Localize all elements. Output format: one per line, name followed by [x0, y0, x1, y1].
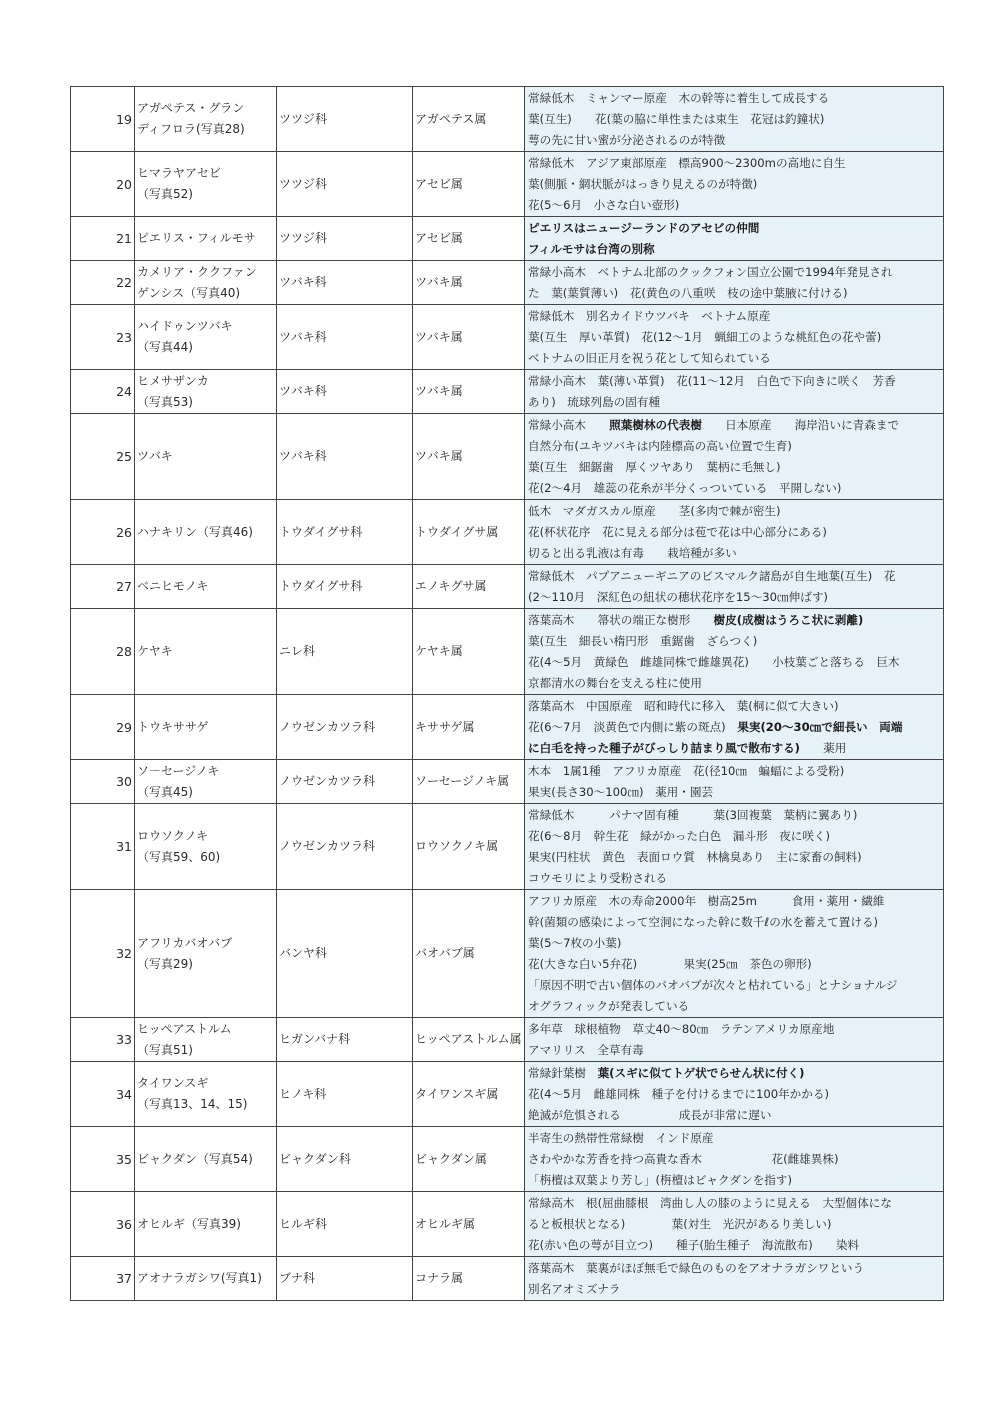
- plant-description: [525, 609, 944, 695]
- description-line: [528, 327, 941, 348]
- description-text: 落葉高木 中国原産 昭和時代に移入 葉(桐に似て大きい): [528, 698, 839, 713]
- plant-name-line: （写真52): [137, 187, 193, 201]
- plant-name-line: ケヤキ: [137, 644, 173, 658]
- description-text: ると板根状となる) 葉(対生 光沢があるり美しい): [528, 1216, 832, 1231]
- description-line: [528, 195, 941, 216]
- plant-name: [135, 152, 277, 217]
- description-text: 「栴檀は双葉より芳し」(栴檀はビャクダンを指す): [528, 1172, 792, 1187]
- plant-name: [135, 1257, 277, 1301]
- plant-name: [135, 370, 277, 414]
- description-line: [528, 761, 941, 782]
- plant-description: [525, 217, 944, 261]
- plant-description: [525, 414, 944, 500]
- description-line: [528, 1063, 941, 1084]
- plant-name-line: （写真51): [137, 1042, 193, 1057]
- plant-name-line: アフリカバオバブ: [137, 935, 233, 950]
- plant-name: [135, 695, 277, 760]
- row-number: 34: [71, 1062, 135, 1127]
- plant-name-line: ビャクダン（写真54): [137, 1151, 253, 1166]
- description-line: [528, 478, 941, 499]
- description-text: 低木 マダガスカル原産 茎(多肉で棘が密生): [528, 503, 781, 518]
- description-emphasis: 樹皮(成樹はうろこ状に剥離): [713, 612, 864, 627]
- description-text: 花(赤い色の萼が目立つ) 種子(胎生種子 海流散布) 染料: [528, 1237, 860, 1252]
- description-text: 花(4～5月 雌雄同株 種子を付けるまでに100年かかる): [528, 1086, 829, 1101]
- description-line: [528, 1214, 941, 1235]
- plant-family: トウダイグサ科: [277, 565, 413, 609]
- plant-description: [525, 1062, 944, 1127]
- plant-name: [135, 565, 277, 609]
- plant-name-line: オヒルギ（写真39): [137, 1216, 241, 1231]
- description-line: [528, 1279, 941, 1300]
- row-number: 36: [71, 1192, 135, 1257]
- plant-name-line: トウキササゲ: [137, 719, 209, 734]
- description-emphasis: フィルモサは台湾の別称: [528, 241, 655, 256]
- description-line: [528, 88, 941, 109]
- plant-name-line: ロウソクノキ: [137, 828, 209, 843]
- plant-family: ノウゼンカツラ科: [277, 695, 413, 760]
- description-text: 多年草 球根植物 草丈40～80㎝ ラテンアメリカ原産地: [528, 1021, 835, 1036]
- plant-genus: ツバキ属: [413, 370, 525, 414]
- row-number: 31: [71, 804, 135, 890]
- table-row: [71, 804, 944, 890]
- table-row: [71, 217, 944, 261]
- description-text: 切ると出る乳液は有毒 栽培種が多い: [528, 545, 737, 560]
- description-line: [528, 652, 941, 673]
- table-row: [71, 261, 944, 305]
- plant-name-line: （写真53): [137, 394, 193, 409]
- description-text: 常緑低木 パナマ固有種 葉(3回複葉 葉柄に翼あり): [528, 807, 858, 822]
- description-line: [528, 868, 941, 889]
- description-text: 葉(互生) 花(葉の脇に単性または束生 花冠は釣鐘状): [528, 111, 825, 126]
- description-text: 常緑小高木 ベトナム北部のクックフォン国立公園で1994年発見され: [528, 264, 893, 279]
- plant-description: [525, 370, 944, 414]
- description-text: アマリリス 全草有毒: [528, 1042, 644, 1057]
- plant-family: ツバキ科: [277, 305, 413, 370]
- table-row: [71, 1127, 944, 1192]
- description-line: [528, 738, 941, 759]
- description-text: 木本 1属1種 アフリカ原産 花(径10㎝ 蝙蝠による受粉): [528, 763, 845, 778]
- description-line: [528, 153, 941, 174]
- plant-name-line: アガペテス・グラン: [137, 101, 245, 115]
- plant-name: [135, 217, 277, 261]
- description-text: 花(杯状花序 花に見える部分は苞で花は中心部分にある): [528, 524, 827, 539]
- description-line: [528, 174, 941, 195]
- description-text: 日本原産 海岸沿いに青森まで: [701, 417, 900, 432]
- plant-family: ヒガンバナ科: [277, 1018, 413, 1062]
- description-text: さわやかな芳香を持つ高貴な香木 花(雌雄異株): [528, 1151, 839, 1166]
- table-row: [71, 609, 944, 695]
- plant-family: ニレ科: [277, 609, 413, 695]
- plant-genus: ロウソクノキ属: [413, 804, 525, 890]
- description-line: [528, 847, 941, 868]
- description-text: 葉(側脈・網状脈がはっきり見えるのが特徴): [528, 176, 758, 191]
- plant-description: [525, 760, 944, 804]
- description-line: [528, 996, 941, 1017]
- row-number: 30: [71, 760, 135, 804]
- plant-description: [525, 565, 944, 609]
- description-text: 絶滅が危惧される 成長が非常に遅い: [528, 1107, 772, 1122]
- description-line: [528, 348, 941, 369]
- plant-name-line: ツバキ: [137, 449, 173, 463]
- description-line: [528, 782, 941, 803]
- plant-table: [70, 86, 944, 1301]
- plant-description: [525, 1018, 944, 1062]
- table-row: [71, 565, 944, 609]
- description-line: [528, 587, 941, 608]
- description-line: [528, 1040, 941, 1061]
- description-line: [528, 415, 941, 436]
- table-row: [71, 152, 944, 217]
- description-text: 花(2～4月 雄蕊の花糸が半分くっついている 平開しない): [528, 480, 842, 495]
- row-number: 32: [71, 890, 135, 1018]
- table-row: [71, 87, 944, 152]
- plant-description: [525, 890, 944, 1018]
- plant-genus: ツバキ属: [413, 305, 525, 370]
- description-text: ベトナムの旧正月を祝う花として知られている: [528, 350, 771, 365]
- plant-name: [135, 87, 277, 152]
- plant-genus: バオバブ属: [413, 890, 525, 1018]
- row-number: 29: [71, 695, 135, 760]
- description-line: [528, 392, 941, 413]
- description-text: アフリカ原産 木の寿命2000年 樹高25m 食用・薬用・繊維: [528, 893, 885, 908]
- plant-name-line: カメリア・ククファン: [137, 264, 257, 279]
- description-text: 葉(互生 厚い革質) 花(12～1月 蝋細工のような桃紅色の花や蕾): [528, 329, 882, 344]
- plant-genus: アセビ属: [413, 217, 525, 261]
- description-line: [528, 805, 941, 826]
- description-emphasis: 葉(スギに似てトゲ状でらせん状に付く): [597, 1065, 805, 1080]
- plant-description: [525, 1257, 944, 1301]
- description-line: [528, 1193, 941, 1214]
- plant-genus: ツバキ属: [413, 261, 525, 305]
- description-text: 常緑高木 根(屈曲膝根 湾曲し人の膝のように見える 大型個体にな: [528, 1195, 892, 1210]
- table-row: [71, 1257, 944, 1301]
- plant-family: ツツジ科: [277, 152, 413, 217]
- row-number: 35: [71, 1127, 135, 1192]
- plant-genus: コナラ属: [413, 1257, 525, 1301]
- description-line: [528, 1105, 941, 1126]
- plant-name: [135, 760, 277, 804]
- description-line: [528, 371, 941, 392]
- plant-description: [525, 1192, 944, 1257]
- table-row: [71, 1062, 944, 1127]
- table-row: [71, 500, 944, 565]
- description-line: [528, 283, 941, 304]
- description-line: [528, 457, 941, 478]
- description-line: [528, 696, 941, 717]
- description-line: [528, 436, 941, 457]
- plant-genus: ツバキ属: [413, 414, 525, 500]
- row-number: 28: [71, 609, 135, 695]
- description-text: 常緑小高木 葉(薄い革質) 花(11～12月 白色で下向きに咲く 芳香: [528, 373, 896, 388]
- plant-name-line: （写真13、14、15): [137, 1097, 248, 1111]
- plant-name-line: （写真59、60): [137, 849, 221, 864]
- description-text: 花(5～6月 小さな白い壺形): [528, 197, 680, 212]
- description-line: [528, 891, 941, 912]
- description-text: 常緑低木 ミャンマー原産 木の幹等に着生して成長する: [528, 90, 830, 105]
- description-line: [528, 610, 941, 631]
- description-line: [528, 130, 941, 151]
- row-number: 26: [71, 500, 135, 565]
- row-number: 27: [71, 565, 135, 609]
- plant-name-line: ピエリス・フィルモサ: [137, 231, 256, 245]
- plant-name-line: ヒッペアストルム: [137, 1021, 232, 1036]
- description-text: 葉(互生 細鋸歯 厚くツヤあり 葉柄に毛無し): [528, 459, 781, 474]
- plant-family: ノウゼンカツラ科: [277, 760, 413, 804]
- description-line: [528, 826, 941, 847]
- plant-name: [135, 1062, 277, 1127]
- description-line: [528, 239, 941, 260]
- description-line: [528, 673, 941, 694]
- plant-family: ツバキ科: [277, 370, 413, 414]
- plant-description: [525, 500, 944, 565]
- plant-description: [525, 152, 944, 217]
- table-row: [71, 695, 944, 760]
- plant-genus: オヒルギ属: [413, 1192, 525, 1257]
- description-line: [528, 933, 941, 954]
- description-text: 常緑針葉樹: [528, 1065, 598, 1080]
- description-text: 半寄生の熱帯性常緑樹 インド原産: [528, 1130, 714, 1145]
- plant-genus: ヒッペアストルム属: [413, 1018, 525, 1062]
- plant-name-line: ソ－セージノキ: [137, 763, 220, 778]
- plant-description: [525, 1127, 944, 1192]
- plant-description: [525, 695, 944, 760]
- plant-name-line: ベニヒモノキ: [137, 579, 209, 593]
- row-number: 33: [71, 1018, 135, 1062]
- description-line: [528, 912, 941, 933]
- description-line: [528, 1235, 941, 1256]
- description-text: 花(6～7月 淡黄色で内側に紫の斑点): [528, 719, 738, 734]
- description-line: [528, 218, 941, 239]
- plant-name: [135, 890, 277, 1018]
- plant-genus: タイワンスギ属: [413, 1062, 525, 1127]
- description-text: 萼の先に甘い蜜が分泌されるのが特徴: [528, 132, 726, 147]
- plant-family: ツバキ科: [277, 414, 413, 500]
- description-line: [528, 1084, 941, 1105]
- description-emphasis: 照葉樹林の代表樹: [609, 417, 702, 432]
- plant-description: [525, 804, 944, 890]
- description-text: 自然分布(ユキツバキは内陸標高の高い位置で生育): [528, 438, 792, 453]
- table-row: [71, 414, 944, 500]
- description-text: 幹(菌類の感染によって空洞になった幹に数千ℓの水を蓄えて置ける): [528, 914, 879, 929]
- plant-family: ツツジ科: [277, 217, 413, 261]
- plant-name-line: アオナラガシワ(写真1): [137, 1271, 262, 1285]
- row-number: 24: [71, 370, 135, 414]
- description-line: [528, 522, 941, 543]
- table-row: [71, 1192, 944, 1257]
- description-line: [528, 109, 941, 130]
- row-number: 19: [71, 87, 135, 152]
- plant-genus: ビャクダン属: [413, 1127, 525, 1192]
- plant-description: [525, 261, 944, 305]
- plant-family: トウダイグサ科: [277, 500, 413, 565]
- description-text: 葉(5～7枚の小葉): [528, 935, 622, 950]
- row-number: 25: [71, 414, 135, 500]
- description-line: [528, 543, 941, 564]
- description-emphasis: に白毛を持った種子がびっしり詰まり風で散布する): [528, 740, 800, 755]
- plant-family: ビャクダン科: [277, 1127, 413, 1192]
- plant-family: ヒノキ科: [277, 1062, 413, 1127]
- plant-name: [135, 609, 277, 695]
- description-text: コウモリにより受粉される: [528, 870, 668, 885]
- row-number: 37: [71, 1257, 135, 1301]
- description-text: 花(大きな白い5弁花) 果実(25㎝ 茶色の卵形): [528, 956, 812, 971]
- table-row: [71, 370, 944, 414]
- description-text: オグラフィックが発表している: [528, 998, 690, 1013]
- description-line: [528, 1149, 941, 1170]
- plant-family: ヒルギ科: [277, 1192, 413, 1257]
- plant-family: バンヤ科: [277, 890, 413, 1018]
- plant-description: [525, 87, 944, 152]
- description-line: [528, 306, 941, 327]
- description-text: 落葉高木 葉裏がほぼ無毛で緑色のものをアオナラガシワという: [528, 1260, 865, 1275]
- description-text: 「原因不明で古い個体のバオバブが次々と枯れている」とナショナルジ: [528, 977, 898, 992]
- row-number: 20: [71, 152, 135, 217]
- plant-genus: トウダイグサ属: [413, 500, 525, 565]
- description-text: 果実(円柱状 黄色 表面ロウ質 林檎臭あり 主に家畜の飼料): [528, 849, 862, 864]
- row-number: 21: [71, 217, 135, 261]
- table-row: [71, 890, 944, 1018]
- description-emphasis: 果実(20～30㎝で細長い 両端: [737, 719, 903, 734]
- description-text: 葉(互生 細長い楕円形 重鋸歯 ざらつく): [528, 633, 758, 648]
- plant-name-line: タイワンスギ: [137, 1076, 209, 1090]
- plant-family: ツツジ科: [277, 87, 413, 152]
- description-line: [528, 1170, 941, 1191]
- table-row: [71, 760, 944, 804]
- plant-genus: エノキグサ属: [413, 565, 525, 609]
- description-text: た 葉(葉質薄い) 花(黄色の八重咲 枝の途中葉腋に付ける): [528, 285, 848, 300]
- description-line: [528, 717, 941, 738]
- plant-name: [135, 305, 277, 370]
- plant-table-body: [71, 87, 944, 1301]
- description-text: 薬用: [799, 740, 847, 755]
- plant-name-line: ハイドゥンツバキ: [137, 319, 233, 333]
- description-text: 常緑低木 別名カイドウツバキ ベトナム原産: [528, 308, 771, 323]
- plant-genus: アセビ属: [413, 152, 525, 217]
- plant-genus: ケヤキ属: [413, 609, 525, 695]
- description-line: [528, 566, 941, 587]
- plant-name-line: ハナキリン（写真46): [137, 524, 253, 539]
- plant-genus: アガペテス属: [413, 87, 525, 152]
- description-text: 花(6～8月 幹生花 緑がかった白色 漏斗形 夜に咲く): [528, 828, 831, 843]
- plant-name: [135, 804, 277, 890]
- plant-name-line: （写真29): [137, 956, 193, 971]
- plant-name: [135, 414, 277, 500]
- description-line: [528, 262, 941, 283]
- row-number: 22: [71, 261, 135, 305]
- plant-name: [135, 1127, 277, 1192]
- plant-name-line: （写真45): [137, 784, 193, 799]
- plant-family: ノウゼンカツラ科: [277, 804, 413, 890]
- description-line: [528, 1019, 941, 1040]
- plant-name: [135, 500, 277, 565]
- description-text: 常緑低木 アジア東部原産 標高900～2300mの高地に自生: [528, 155, 846, 170]
- plant-name: [135, 1018, 277, 1062]
- plant-family: ツバキ科: [277, 261, 413, 305]
- description-line: [528, 501, 941, 522]
- plant-name-line: （写真44): [137, 340, 193, 354]
- plant-name-line: ヒマラヤアセビ: [137, 166, 221, 180]
- description-text: あり) 琉球列島の固有種: [528, 394, 661, 409]
- table-row: [71, 305, 944, 370]
- description-text: 常緑小高木: [528, 417, 610, 432]
- description-text: 果実(長さ30～100㎝) 薬用・園芸: [528, 784, 714, 799]
- plant-name: [135, 1192, 277, 1257]
- description-emphasis: ピエリスはニュージーランドのアセビの仲間: [528, 220, 760, 235]
- description-text: 京都清水の舞台を支える柱に使用: [528, 675, 702, 690]
- plant-genus: キササゲ属: [413, 695, 525, 760]
- plant-name: [135, 261, 277, 305]
- description-text: 花(4～5月 黄緑色 雌雄同株で雌雄異花) 小枝葉ごと落ちる 巨木: [528, 654, 900, 669]
- plant-name-line: ヒメサザンカ: [137, 373, 209, 388]
- description-line: [528, 1258, 941, 1279]
- description-text: (2～110月 深紅色の紐状の穂状花序を15～30㎝伸ばす): [528, 589, 828, 604]
- row-number: 23: [71, 305, 135, 370]
- description-text: 常緑低木 パプアニューギニアのビスマルク諸島が自生地葉(互生) 花: [528, 568, 896, 583]
- description-text: 落葉高木 箒状の端正な樹形: [528, 612, 714, 627]
- table-row: [71, 1018, 944, 1062]
- plant-name-line: ゲンシス（写真40): [137, 285, 241, 300]
- description-line: [528, 975, 941, 996]
- description-line: [528, 1128, 941, 1149]
- plant-family: ブナ科: [277, 1257, 413, 1301]
- plant-description: [525, 305, 944, 370]
- plant-genus: ソーセージノキ属: [413, 760, 525, 804]
- description-line: [528, 631, 941, 652]
- description-line: [528, 954, 941, 975]
- plant-name-line: ディフロラ(写真28): [137, 122, 245, 136]
- description-text: 別名アオミズナラ: [528, 1281, 621, 1296]
